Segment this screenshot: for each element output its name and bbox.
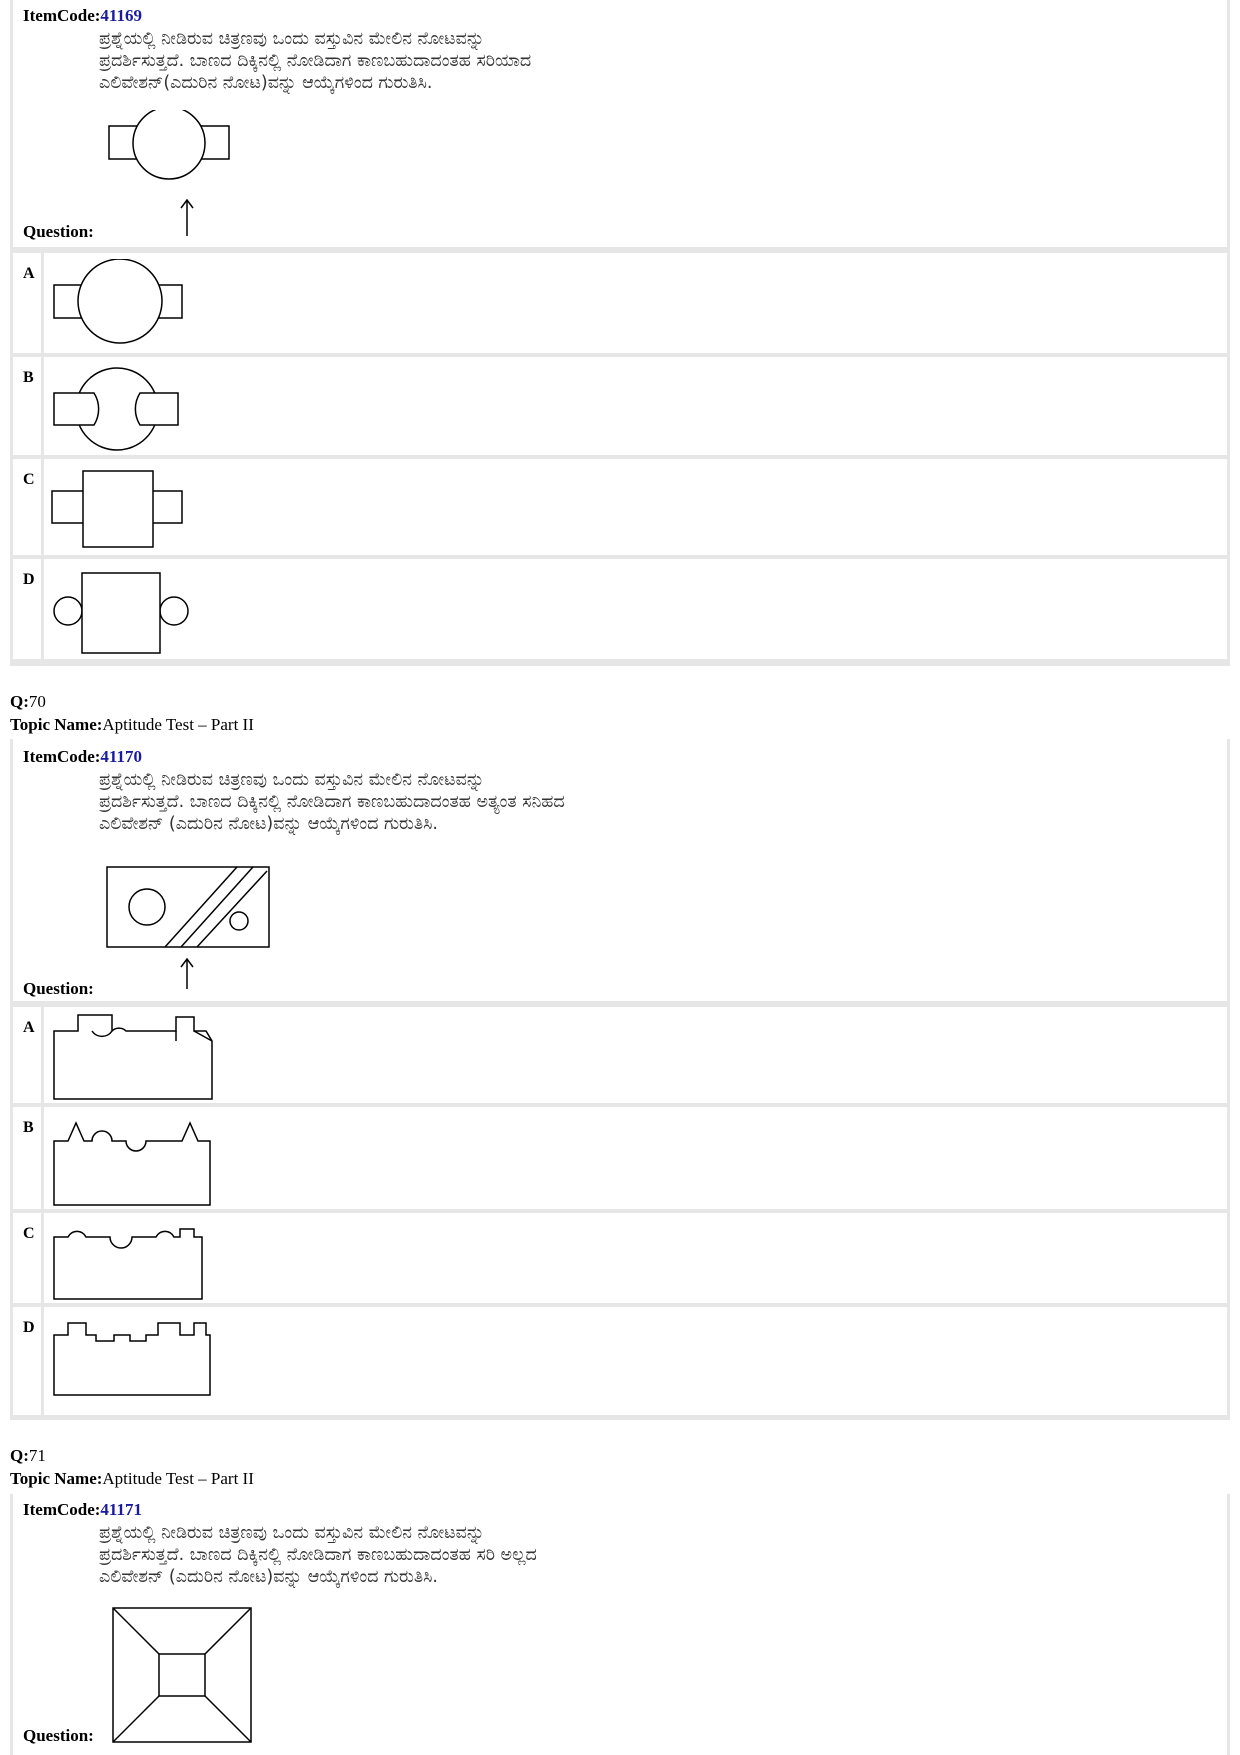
option-b[interactable] [13, 1107, 1227, 1209]
question-figure-top-view [105, 865, 275, 951]
option-b[interactable] [13, 357, 1227, 455]
option-letter: B [23, 1119, 34, 1136]
option-c-figure [50, 1215, 230, 1303]
option-a[interactable] [13, 1007, 1227, 1103]
question-text: ಪ್ರಶ್ನೆಯಲ್ಲಿ ನೀಡಿರುವ ಚಿತ್ರಣವು ಒಂದು ವಸ್ತುವಿನ ಮೇಲಿನ ನೋಟವನ್ನು ಪ್ರದರ್ಶಿಸುತ್ತದೆ. ಬಾಣದ ದಿಕ್ಕಿನಲ್ಲಿ ನೋಡಿದಾಗ ಕಾಣಬಹುದಾದಂತಹ ಸರಿ ಅಲ್ಲದ ಎಲಿವೇಶನ್ (ಎದುರಿನ ನೋಟ)ವನ್ನು ಆಯ್ಕೆಗಳಿಂದ ಗುರುತಿಸಿ. [99, 1523, 537, 1587]
question-block-70 [10, 739, 1230, 1420]
option-b-figure [50, 1109, 230, 1209]
question-label: Question: [23, 1726, 94, 1745]
question-figure-top-view [111, 1606, 255, 1746]
topic-name: Topic Name:Aptitude Test – Part II [10, 715, 254, 734]
question-figure-top-view [107, 110, 237, 190]
question-block-71 [10, 1494, 1230, 1755]
option-c[interactable] [13, 1213, 1227, 1303]
question-block-69 [10, 0, 1230, 666]
view-direction-arrow-icon [179, 198, 195, 238]
question-text: ಪ್ರಶ್ನೆಯಲ್ಲಿ ನೀಡಿರುವ ಚಿತ್ರಣವು ಒಂದು ವಸ್ತುವಿನ ಮೇಲಿನ ನೋಟವನ್ನು ಪ್ರದರ್ಶಿಸುತ್ತದೆ. ಬಾಣದ ದಿಕ್ಕಿನಲ್ಲಿ ನೋಡಿದಾಗ ಕಾಣಬಹುದಾದಂತಹ ಸರಿಯಾದ ಎಲಿವೇಶನ್(ಎದುರಿನ ನೋಟ)ವನ್ನು ಆಯ್ಕೆಗಳಿಂದ ಗುರುತಿಸಿ. [99, 29, 532, 93]
item-code: ItemCode:41171 [23, 1500, 142, 1519]
option-letter: C [23, 1225, 35, 1242]
question-box [13, 0, 1227, 247]
item-code: ItemCode:41170 [23, 747, 142, 766]
option-a[interactable] [13, 253, 1227, 353]
option-letter: A [23, 265, 35, 282]
option-letter: C [23, 471, 35, 488]
view-direction-arrow-icon [179, 957, 195, 991]
option-c[interactable] [13, 459, 1227, 555]
question-number: Q:71 [10, 1446, 46, 1465]
item-code: ItemCode:41169 [23, 6, 142, 25]
option-letter: B [23, 369, 34, 386]
question-text: ಪ್ರಶ್ನೆಯಲ್ಲಿ ನೀಡಿರುವ ಚಿತ್ರಣವು ಒಂದು ವಸ್ತುವಿನ ಮೇಲಿನ ನೋಟವನ್ನು ಪ್ರದರ್ಶಿಸುತ್ತದೆ. ಬಾಣದ ದಿಕ್ಕಿನಲ್ಲಿ ನೋಡಿದಾಗ ಕಾಣಬಹುದಾದಂತಹ ಅತ್ಯಂತ ಸನಿಹದ ಎಲಿವೇಶನ್ (ಎದುರಿನ ನೋಟ)ವನ್ನು ಆಯ್ಕೆಗಳಿಂದ ಗುರುತಿಸಿ. [99, 770, 565, 834]
option-letter: D [23, 571, 35, 588]
topic-name: Topic Name:Aptitude Test – Part II [10, 1469, 254, 1488]
question-label: Question: [23, 979, 94, 998]
option-b-figure [50, 359, 210, 455]
option-d[interactable] [13, 1307, 1227, 1415]
question-box [13, 739, 1227, 1001]
option-d-figure [50, 563, 210, 659]
option-a-figure [50, 1009, 230, 1103]
option-letter: A [23, 1019, 35, 1036]
question-label: Question: [23, 222, 94, 241]
option-a-figure [50, 259, 210, 355]
question-box [13, 1494, 1227, 1755]
option-d[interactable] [13, 559, 1227, 659]
question-number: Q:70 [10, 692, 46, 711]
option-letter: D [23, 1319, 35, 1336]
option-d-figure [50, 1311, 230, 1401]
option-c-figure [50, 461, 210, 553]
